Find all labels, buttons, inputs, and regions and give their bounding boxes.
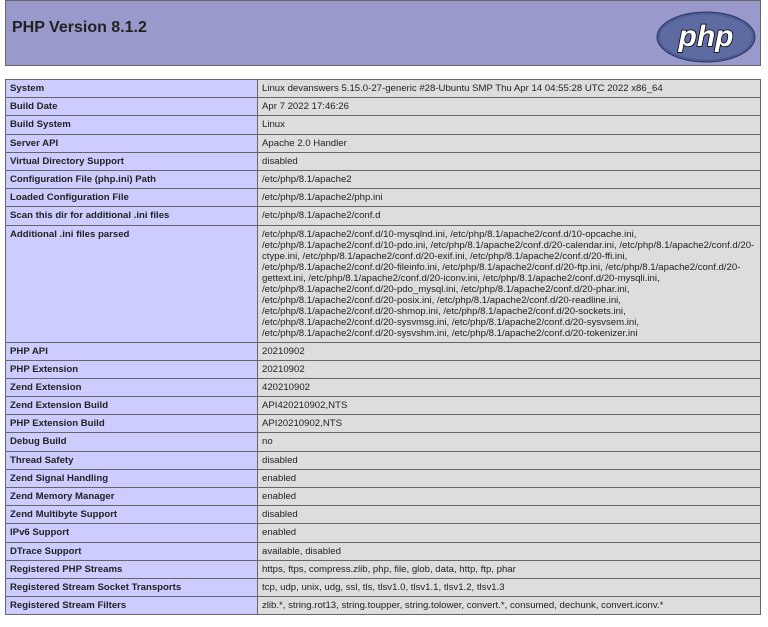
php-logo-icon — [656, 11, 756, 63]
row-label: Registered Stream Filters — [6, 597, 258, 615]
row-value: Apache 2.0 Handler — [258, 134, 761, 152]
row-value: disabled — [258, 451, 761, 469]
row-value: Linux — [258, 116, 761, 134]
row-label: Build System — [6, 116, 258, 134]
row-label: Registered Stream Socket Transports — [6, 578, 258, 596]
row-label: Scan this dir for additional .ini files — [6, 207, 258, 225]
row-value: tcp, udp, unix, udg, ssl, tls, tlsv1.0, tlsv1.1, tlsv1.2, tlsv1.3 — [258, 578, 761, 596]
row-label: Zend Memory Manager — [6, 488, 258, 506]
info-table-body — [6, 80, 761, 615]
php-logo-text: php — [678, 20, 734, 53]
row-value: no — [258, 433, 761, 451]
table-row — [6, 134, 761, 152]
table-row — [6, 80, 761, 98]
table-row — [6, 189, 761, 207]
row-label: Zend Extension Build — [6, 397, 258, 415]
row-label: Configuration File (php.ini) Path — [6, 170, 258, 188]
table-row — [6, 506, 761, 524]
row-label: PHP Extension Build — [6, 415, 258, 433]
row-label: Zend Extension — [6, 378, 258, 396]
table-row — [6, 451, 761, 469]
table-row — [6, 342, 761, 360]
row-value: Apr 7 2022 17:46:26 — [258, 98, 761, 116]
row-value: 420210902 — [258, 378, 761, 396]
row-value: /etc/php/8.1/apache2 — [258, 170, 761, 188]
table-row — [6, 415, 761, 433]
table-row — [6, 542, 761, 560]
php-version-header — [5, 0, 761, 66]
row-label: Zend Multibyte Support — [6, 506, 258, 524]
table-row — [6, 597, 761, 615]
row-value: /etc/php/8.1/apache2/conf.d/10-mysqlnd.ini, /etc/php/8.1/apache2/conf.d/10-opcache.ini, /etc/php/8.1/apache2/conf.d/10-pdo.ini, /etc/php/8.1/apache2/conf.d/20-calendar.ini, /etc/php/8.1/apache2/conf.d/20-ctype.ini, /etc/php/8.1/apache2/conf.d/20-exif.ini, /etc/php/8.1/apache2/conf.d/20-ffi.ini, /etc/php/8.1/apache2/conf.d/20-fileinfo.ini, /etc/php/8.1/apache2/conf.d/20-ftp.ini, /etc/php/8.1/apache2/conf.d/20-gettext.ini, /etc/php/8.1/apache2/conf.d/20-iconv.ini, /etc/php/8.1/apache2/conf.d/20-mysqli.ini, /etc/php/8.1/apache2/conf.d/20-pdo_mysql.ini, /etc/php/8.1/apache2/conf.d/20-phar.ini, /etc/php/8.1/apache2/conf.d/20-posix.ini, /etc/php/8.1/apache2/conf.d/20-readline.ini, /etc/php/8.1/apache2/conf.d/20-shmop.ini, /etc/php/8.1/apache2/conf.d/20-sockets.ini, /etc/php/8.1/apache2/conf.d/20-sysvmsg.ini, /etc/php/8.1/apache2/conf.d/20-sysvsem.ini, /etc/php/8.1/apache2/conf.d/20-sysvshm.ini, /etc/php/8.1/apache2/conf.d/20-tokenizer.ini — [258, 225, 761, 342]
row-label: Thread Safety — [6, 451, 258, 469]
row-label: Additional .ini files parsed — [6, 225, 258, 342]
table-row — [6, 225, 761, 342]
table-row — [6, 469, 761, 487]
table-row — [6, 524, 761, 542]
table-row — [6, 170, 761, 188]
page-title: PHP Version 8.1.2 — [12, 19, 147, 36]
row-value: zlib.*, string.rot13, string.toupper, string.tolower, convert.*, consumed, dechunk, convert.iconv.* — [258, 597, 761, 615]
row-value: disabled — [258, 506, 761, 524]
row-value: API420210902,NTS — [258, 397, 761, 415]
row-label: Registered PHP Streams — [6, 560, 258, 578]
row-label: Virtual Directory Support — [6, 152, 258, 170]
table-row — [6, 116, 761, 134]
row-value: available, disabled — [258, 542, 761, 560]
table-row — [6, 578, 761, 596]
table-row — [6, 152, 761, 170]
table-row — [6, 397, 761, 415]
table-row — [6, 488, 761, 506]
table-row — [6, 433, 761, 451]
row-label: System — [6, 80, 258, 98]
row-value: disabled — [258, 152, 761, 170]
row-value: /etc/php/8.1/apache2/conf.d — [258, 207, 761, 225]
table-row — [6, 360, 761, 378]
row-label: Build Date — [6, 98, 258, 116]
table-row — [6, 98, 761, 116]
row-label: IPv6 Support — [6, 524, 258, 542]
row-value: 20210902 — [258, 360, 761, 378]
row-label: PHP Extension — [6, 360, 258, 378]
row-value: API20210902,NTS — [258, 415, 761, 433]
row-label: Debug Build — [6, 433, 258, 451]
row-value: /etc/php/8.1/apache2/php.ini — [258, 189, 761, 207]
table-row — [6, 378, 761, 396]
table-row — [6, 560, 761, 578]
row-value: enabled — [258, 488, 761, 506]
row-value: https, ftps, compress.zlib, php, file, glob, data, http, ftp, phar — [258, 560, 761, 578]
row-label: DTrace Support — [6, 542, 258, 560]
table-row — [6, 207, 761, 225]
row-label: Loaded Configuration File — [6, 189, 258, 207]
row-value: 20210902 — [258, 342, 761, 360]
php-info-table — [5, 79, 761, 615]
row-value: enabled — [258, 524, 761, 542]
row-value: Linux devanswers 5.15.0-27-generic #28-Ubuntu SMP Thu Apr 14 04:55:28 UTC 2022 x86_64 — [258, 80, 761, 98]
row-label: PHP API — [6, 342, 258, 360]
row-value: enabled — [258, 469, 761, 487]
row-label: Server API — [6, 134, 258, 152]
row-label: Zend Signal Handling — [6, 469, 258, 487]
